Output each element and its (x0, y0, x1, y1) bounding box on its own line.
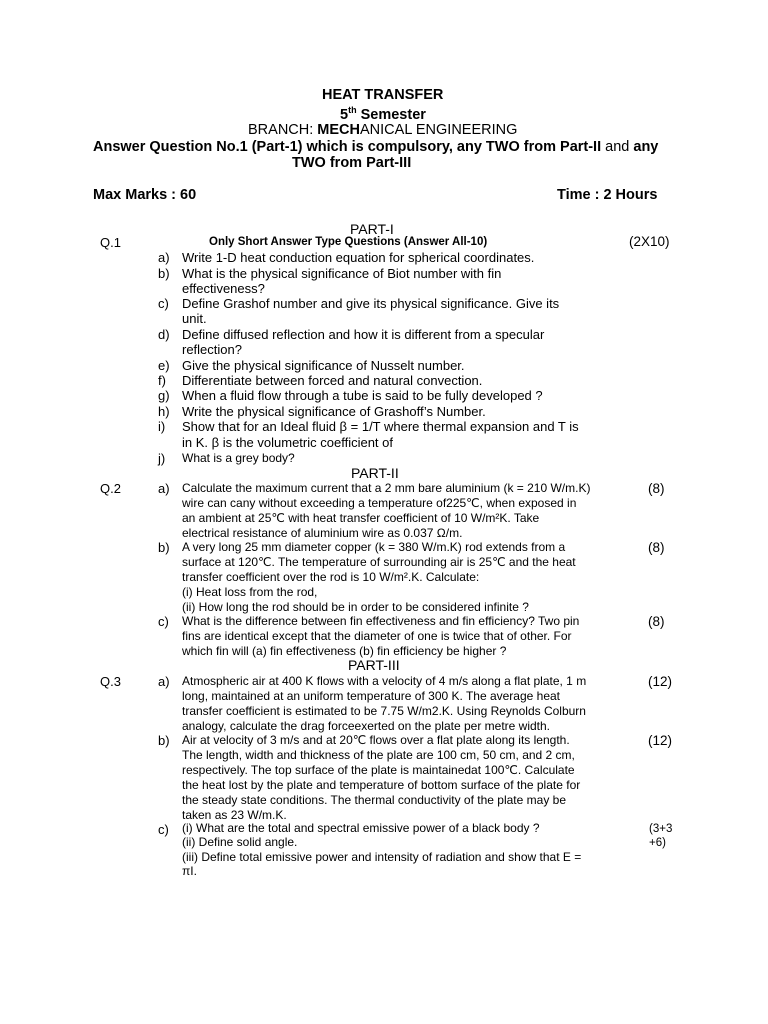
instructions-line-2: TWO from Part-III (292, 155, 412, 171)
q2-a-line: electrical resistance of aluminium wire as 0.037 Ω/m. (182, 526, 463, 540)
q3-b-line: taken as 23 W/m.K. (182, 808, 287, 822)
q1-g-line: When a fluid flow through a tube is said to be fully developed ? (182, 388, 543, 403)
item-label: b) (158, 540, 170, 555)
q1-e-line: Give the physical significance of Nusselt number. (182, 358, 465, 373)
q2-a-line: Calculate the maximum current that a 2 mm bare aluminium (k = 210 W/m.K) (182, 481, 591, 495)
q2-c-line: which fin will (a) fin effectiveness (b) fin efficiency be higher ? (182, 644, 507, 658)
q2-c-marks: (8) (648, 614, 665, 629)
branch-line: BRANCH: MECHANICAL ENGINEERING (248, 122, 518, 138)
item-label: d) (158, 327, 170, 342)
q2-b-marks: (8) (648, 540, 665, 555)
q1-d-line: reflection? (182, 342, 242, 357)
q3-b-line: The length, width and thickness of the plate are 100 cm, 50 cm, and 2 cm, (182, 748, 575, 762)
q1-h-line: Write the physical significance of Grashoff’s Number. (182, 404, 486, 419)
item-label: c) (158, 614, 169, 629)
instructions-line-1: Answer Question No.1 (Part-1) which is compulsory, any TWO from Part-II and any (93, 139, 659, 155)
q2-c-line: What is the difference between fin effectiveness and fin efficiency? Two pin (182, 614, 580, 628)
q1-c-line: unit. (182, 311, 207, 326)
q3-b-line: the steady state conditions. The thermal conductivity of the plate may be (182, 793, 566, 807)
q2-b-line: A very long 25 mm diameter copper (k = 380 W/m.K) rod extends from a (182, 540, 566, 554)
item-label: a) (158, 250, 170, 265)
q3-a-line: Atmospheric air at 400 K flows with a velocity of 4 m/s along a flat plate, 1 m (182, 674, 587, 688)
q3-c-line: (i) What are the total and spectral emissive power of a black body ? (182, 821, 540, 835)
q1-d-line: Define diffused reflection and how it is different from a specular (182, 327, 545, 342)
q1-c-line: Define Grashof number and give its physical significance. Give its (182, 296, 560, 311)
q1-j-line: What is a grey body? (182, 451, 295, 465)
item-label: a) (158, 674, 170, 689)
part-3-heading: PART-III (348, 657, 400, 673)
q3-b-marks: (12) (648, 733, 673, 748)
q3-a-marks: (12) (648, 674, 673, 689)
q1-f-line: Differentiate between forced and natural convection. (182, 373, 483, 388)
item-label: g) (158, 388, 170, 403)
question-1-number: Q.1 (100, 235, 121, 250)
q2-b-line: (ii) How long the rod should be in order to be considered infinite ? (182, 600, 529, 614)
q3-b-line: the heat lost by the plate and temperature of bottom surface of the plate for (182, 778, 581, 792)
question-2-number: Q.2 (100, 481, 121, 496)
item-label: c) (158, 822, 169, 837)
q1-a-line: Write 1-D heat conduction equation for spherical coordinates. (182, 250, 535, 265)
q3-c-line: (iii) Define total emissive power and intensity of radiation and show that E = (182, 850, 582, 864)
q2-b-line: surface at 120℃. The temperature of surrounding air is 25℃ and the heat (182, 555, 576, 569)
exam-title: HEAT TRANSFER (322, 87, 444, 103)
q2-a-line: an ambient at 25℃ with heat transfer coefficient of 10 W/m²K. Take (182, 511, 540, 525)
part-2-heading: PART-II (351, 465, 399, 481)
item-label: b) (158, 266, 170, 281)
q2-b-line: transfer coefficient over the rod is 10 W/m².K. Calculate: (182, 570, 480, 584)
part-1-heading: PART-I (350, 221, 394, 237)
q2-b-line: (i) Heat loss from the rod, (182, 585, 318, 599)
semester: 5th Semester (340, 105, 426, 123)
question-1-marks: (2X10) (629, 234, 670, 249)
q3-c-marks: (3+3 +6) (649, 823, 673, 849)
q1-b-line: effectiveness? (182, 281, 265, 296)
q3-a-line: transfer coefficient is estimated to be 7.75 W/m2.K. Using Reynolds Colburn (182, 704, 586, 718)
q2-c-line: fins are identical except that the diameter of one is twice that of other. For (182, 629, 572, 643)
q3-c-line: (ii) Define solid angle. (182, 835, 298, 849)
q1-i-line: in K. β is the volumetric coefficient of (182, 435, 393, 450)
max-marks: Max Marks : 60 (93, 187, 197, 203)
item-label: f) (158, 373, 166, 388)
q2-a-marks: (8) (648, 481, 665, 496)
item-label: a) (158, 481, 170, 496)
q3-b-line: Air at velocity of 3 m/s and at 20℃ flows over a flat plate along its length. (182, 733, 570, 747)
exam-time: Time : 2 Hours (557, 187, 658, 203)
q3-b-line: respectively. The top surface of the plate is maintainedat 100℃. Calculate (182, 763, 575, 777)
item-label: h) (158, 404, 170, 419)
q1-i-line: Show that for an Ideal fluid β = 1/T where thermal expansion and T is (182, 419, 579, 434)
q3-a-line: analogy, calculate the drag forceexerted on the plate per metre width. (182, 719, 550, 733)
item-label: e) (158, 358, 170, 373)
item-label: b) (158, 733, 170, 748)
question-3-number: Q.3 (100, 674, 121, 689)
q3-c-line: πI. (182, 864, 197, 878)
q1-b-line: What is the physical significance of Biot number with fin (182, 266, 502, 281)
item-label: c) (158, 296, 169, 311)
item-label: i) (158, 419, 166, 434)
q2-a-line: wire can cany without exceeding a temperature of225℃, when exposed in (182, 496, 577, 510)
q3-a-line: long, maintained at an uniform temperature of 300 K. The average heat (182, 689, 561, 703)
question-1-instructions: Only Short Answer Type Questions (Answer All-10) (209, 236, 488, 248)
item-label: j) (158, 451, 166, 466)
